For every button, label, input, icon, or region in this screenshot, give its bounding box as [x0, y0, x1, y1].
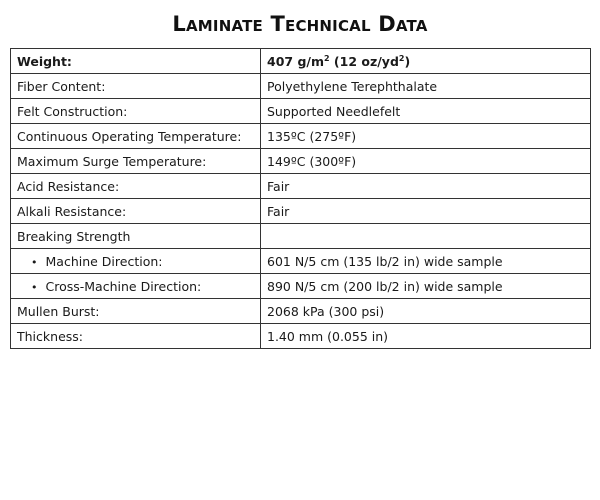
- row-label: Breaking Strength: [11, 224, 261, 249]
- row-value: Fair: [261, 199, 591, 224]
- value-text: ): [404, 53, 411, 69]
- row-value: 2068 kPa (300 psi): [261, 299, 591, 324]
- row-value: Polyethylene Terephthalate: [261, 74, 591, 99]
- row-label: Alkali Resistance:: [11, 199, 261, 224]
- table-row-thickness: [11, 324, 591, 349]
- row-label: Mullen Burst:: [11, 299, 261, 324]
- table-row-surge-temperature: [11, 149, 591, 174]
- row-value: 890 N/5 cm (200 lb/2 in) wide sample: [261, 274, 591, 299]
- value-text: 407 g/m: [267, 53, 324, 69]
- row-value: Fair: [261, 174, 591, 199]
- bullet-icon: •: [31, 280, 38, 294]
- table-row-continuous-temperature: [11, 124, 591, 149]
- value-text: (12 oz/yd: [329, 53, 399, 69]
- bullet-icon: •: [31, 255, 38, 269]
- table-row-fiber-content: [11, 74, 591, 99]
- row-value: 135ºC (275ºF): [261, 124, 591, 149]
- row-label: Maximum Surge Temperature:: [11, 149, 261, 174]
- superscript: 2: [398, 53, 405, 63]
- row-label-text: Cross-Machine Direction:: [45, 278, 202, 294]
- row-value: [261, 224, 591, 249]
- table-row-acid-resistance: [11, 174, 591, 199]
- row-label: Fiber Content:: [11, 74, 261, 99]
- row-value: 1.40 mm (0.055 in): [261, 324, 591, 349]
- table-row-alkali-resistance: [11, 199, 591, 224]
- superscript: 2: [323, 53, 330, 63]
- row-label: Thickness:: [11, 324, 261, 349]
- row-label: [11, 274, 261, 299]
- row-value: 601 N/5 cm (135 lb/2 in) wide sample: [261, 249, 591, 274]
- row-value: [261, 49, 591, 74]
- table-row-weight: [11, 49, 591, 74]
- table-row-felt-construction: [11, 99, 591, 124]
- table-row-breaking-strength: [11, 224, 591, 249]
- row-value: Supported Needlefelt: [261, 99, 591, 124]
- table-row-machine-direction: [11, 249, 591, 274]
- technical-data-table: [10, 48, 591, 349]
- row-label: Weight:: [11, 49, 261, 74]
- document-title: Laminate Technical Data: [172, 12, 428, 36]
- row-label: Acid Resistance:: [11, 174, 261, 199]
- row-label: Continuous Operating Temperature:: [11, 124, 261, 149]
- row-label-text: Machine Direction:: [45, 253, 163, 269]
- row-label: [11, 249, 261, 274]
- table-row-mullen-burst: [11, 299, 591, 324]
- row-value: 149ºC (300ºF): [261, 149, 591, 174]
- row-label: Felt Construction:: [11, 99, 261, 124]
- table-row-cross-machine-direction: [11, 274, 591, 299]
